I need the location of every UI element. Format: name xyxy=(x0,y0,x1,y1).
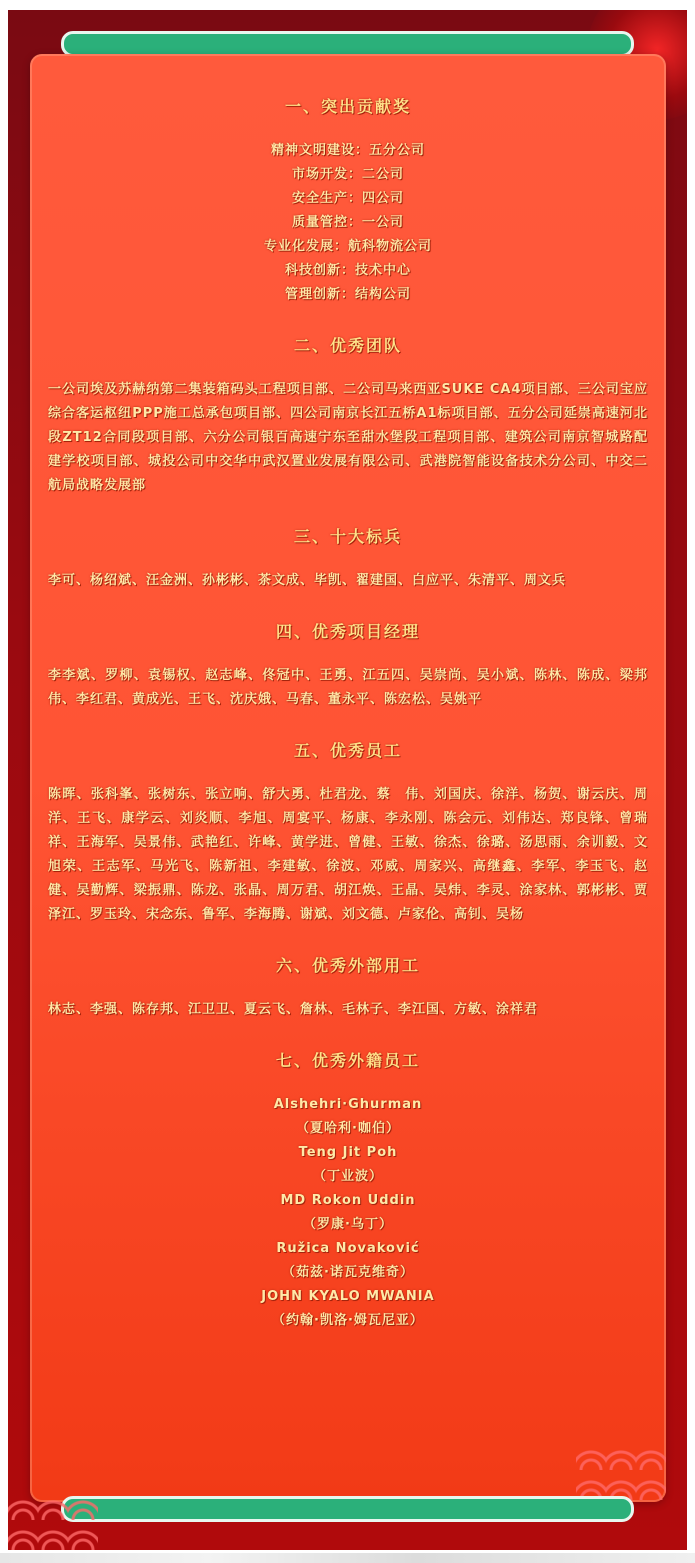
section-heading: 四、优秀项目经理 xyxy=(275,622,420,641)
awards-panel xyxy=(30,54,666,1502)
award-line: 安全生产：四公司 xyxy=(291,191,404,206)
award-line: （夏哈利·咖伯） xyxy=(296,1121,400,1136)
award-section xyxy=(48,738,648,927)
award-section xyxy=(48,953,648,1022)
section-heading: 三、十大标兵 xyxy=(293,527,402,546)
award-line: （约翰·凯洛·姆瓦尼亚） xyxy=(272,1313,424,1328)
awardee-list: 陈晖、张科峯、张树东、张立响、舒大勇、杜君龙、蔡 伟、刘国庆、徐洋、杨贺、谢云庆、周洋、王飞、康学云、刘炎顺、李旭、周宴平、杨康、李永刚、陈会元、刘伟达、郑良锋、曾瑞祥、王海军、吴景伟、武艳红、许峰、黄学进、曾健、王敏、徐杰、徐璐、汤思雨、余训毅、文旭荣、王志军、马光飞、陈新祖、李建敏、徐波、邓威、周家兴、高继鑫、李军、李玉飞、赵健、吴勤辉、梁振鼎、陈龙、张晶、周万君、胡江焕、王晶、吴炜、李灵、涂家林、郭彬彬、贾泽江、罗玉玲、宋念东、鲁军、李海腾、谢斌、刘文德、卢家伦、高钊、吴杨 xyxy=(48,787,648,922)
award-section xyxy=(48,94,648,307)
award-line: 质量管控：一公司 xyxy=(291,215,404,230)
award-line: 精神文明建设：五分公司 xyxy=(270,143,425,158)
award-line: MD Rokon Uddin xyxy=(280,1193,416,1208)
awardee-list: 李李斌、罗柳、袁锡权、赵志峰、佟冠中、王勇、江五四、吴崇尚、吴小斌、陈林、陈成、梁邦伟、李红君、黄成光、王飞、沈庆娥、马春、董永平、陈宏松、吴姚平 xyxy=(48,668,648,707)
award-line: JOHN KYALO MWANIA xyxy=(261,1289,435,1304)
award-line: （丁业波） xyxy=(312,1169,383,1184)
awardee-list: 一公司埃及苏赫纳第二集装箱码头工程项目部、二公司马来西亚SUKE CA4项目部、三公司宝应综合客运枢纽PPP施工总承包项目部、四公司南京长江五桥A1标项目部、五分公司延崇高速河北段ZT12合同段项目部、六分公司银百高速宁东至甜水堡段工程项目部、建筑公司南京智城路配建学校项目部、城投公司中交华中武汉置业发展有限公司、武港院智能设备技术分公司、中交二航局战略发展部 xyxy=(48,382,648,493)
wave-pattern-icon xyxy=(576,1440,666,1500)
award-line: 市场开发：二公司 xyxy=(291,167,404,182)
award-section xyxy=(48,524,648,593)
section-heading: 二、优秀团队 xyxy=(293,336,402,355)
award-line: （罗康·乌丁） xyxy=(303,1217,393,1232)
award-line: Ružica Novaković xyxy=(276,1241,420,1256)
award-section xyxy=(48,1048,648,1333)
section-heading: 五、优秀员工 xyxy=(293,741,402,760)
section-heading: 七、优秀外籍员工 xyxy=(275,1051,420,1070)
award-line: （茹兹·诺瓦克维奇） xyxy=(282,1265,414,1280)
award-line: 管理创新：结构公司 xyxy=(284,287,411,302)
wave-pattern-icon xyxy=(8,1490,98,1550)
award-line: 科技创新：技术中心 xyxy=(284,263,411,278)
award-section xyxy=(48,333,648,498)
award-line: Alshehri·Ghurman xyxy=(273,1097,423,1112)
section-heading: 六、优秀外部用工 xyxy=(275,956,420,975)
bottom-green-banner xyxy=(61,1496,634,1522)
bottom-image-strip xyxy=(0,1553,695,1563)
award-line: 专业化发展：航科物流公司 xyxy=(263,239,432,254)
poster-frame xyxy=(8,10,687,1550)
section-heading: 一、突出贡献奖 xyxy=(284,97,411,116)
awardee-list: 林志、李强、陈存邦、江卫卫、夏云飞、詹林、毛林子、李江国、方敏、涂祥君 xyxy=(48,1002,539,1017)
awards-content xyxy=(48,94,648,1359)
award-section xyxy=(48,619,648,712)
award-line: Teng Jit Poh xyxy=(298,1145,398,1160)
awardee-list: 李可、杨绍斌、汪金洲、孙彬彬、茶文成、毕凯、翟建国、白应平、朱清平、周文兵 xyxy=(48,573,567,588)
